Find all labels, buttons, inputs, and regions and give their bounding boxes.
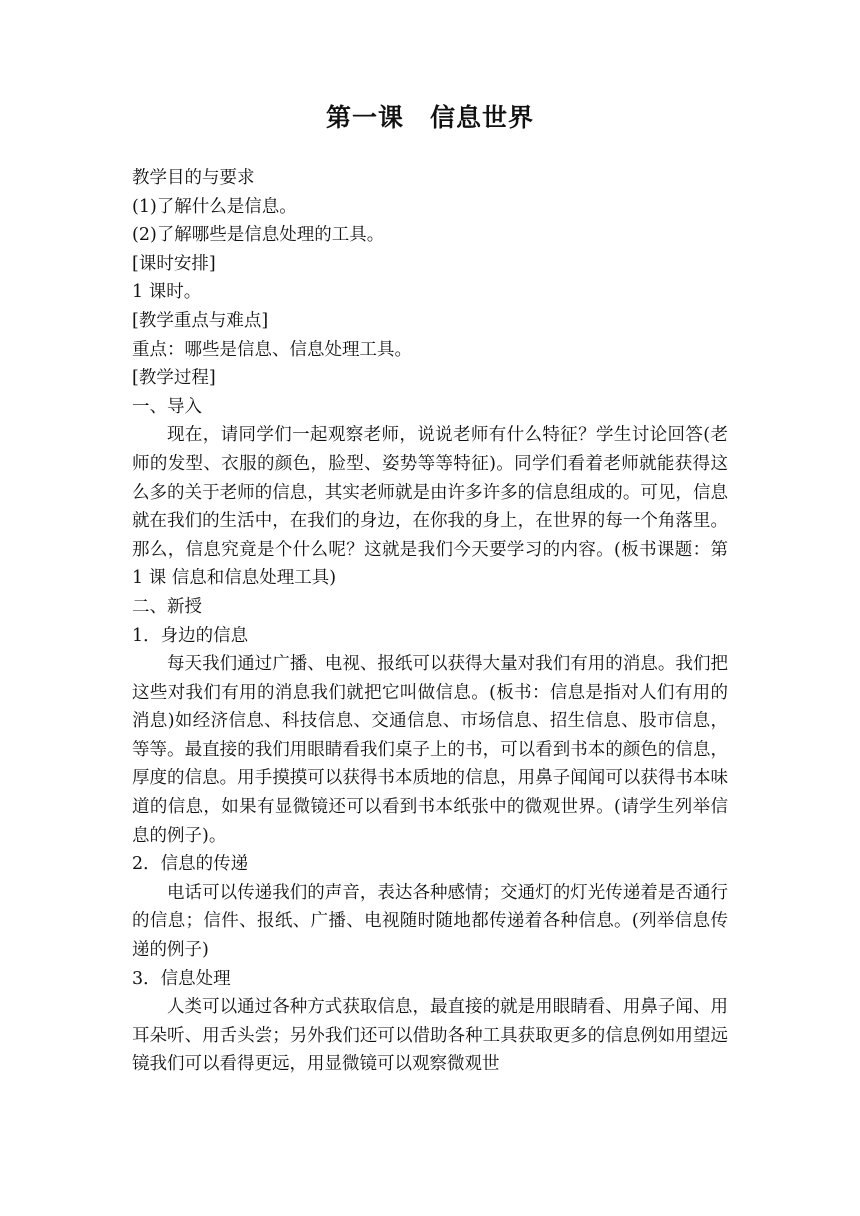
objectives-heading: 教学目的与要求 [132,168,255,188]
subheading-nearby-info: 1．身边的信息 [132,625,249,646]
subheading-info-processing: 3．信息处理 [132,968,231,989]
section-heading-intro: 一、导入 [132,396,202,417]
paragraph-intro: 现在，请同学们一起观察老师，说说老师有什么特征？学生讨论回答(老师的发型、衣服的颜色，脸型、姿势等等特征)。同学们看着老师就能获得这么多的关于老师的信息，其实老师就是由许多许多的信息组成的。可见，信息就在我们的生活中，在我们的身边，在你我的身上，在世界的每一个角落里。那么，信息究竟是个什么呢？这就是我们今天要学习的内容。(板书课题：第 1 课 信息和信息处理工具) [132,425,728,589]
objective-item-1: (1)了解什么是信息。 [132,196,297,217]
subheading-info-transfer: 2．信息的传递 [132,854,249,875]
keypoints-value: 重点：哪些是信息、信息处理工具。 [132,339,412,360]
keypoints-heading: [教学重点与难点] [132,310,269,331]
paragraph-nearby-info: 每天我们通过广播、电视、报纸可以获得大量对我们有用的消息。我们把这些对我们有用的消息我们就把它叫做信息。(板书：信息是指对人们有用的消息)如经济信息、科技信息、交通信息、市场信息、招生信息、股市信息，等等。最直接的我们用眼睛看我们桌子上的书，可以看到书本的颜色的信息，厚度的信息。用手摸摸可以获得书本质地的信息，用鼻子闻闻可以获得书本味道的信息，如果有显微镜还可以看到书本纸张中的微观世界。(请学生列举信息的例子)。 [132,654,728,846]
section-heading-new: 二、新授 [132,596,202,617]
paragraph-info-processing: 人类可以通过各种方式获取信息，最直接的就是用眼睛看、用鼻子闻、用耳朵听、用舌头尝；另外我们还可以借助各种工具获取更多的信息例如用望远镜我们可以看得更远，用显微镜可以观察微观世 [132,997,728,1075]
schedule-heading: [课时安排] [132,253,216,274]
process-heading: [教学过程] [132,368,216,389]
objective-item-2: (2)了解哪些是信息处理的工具。 [132,225,385,246]
document-body [132,164,728,1079]
page-title: 第一课 信息世界 [325,103,534,132]
paragraph-info-transfer: 电话可以传递我们的声音，表达各种感情；交通灯的灯光传递着是否通行的信息；信件、报纸、广播、电视随时随地都传递着各种信息。(列举信息传递的例子) [132,882,728,961]
schedule-value: 1 课时。 [132,282,202,303]
